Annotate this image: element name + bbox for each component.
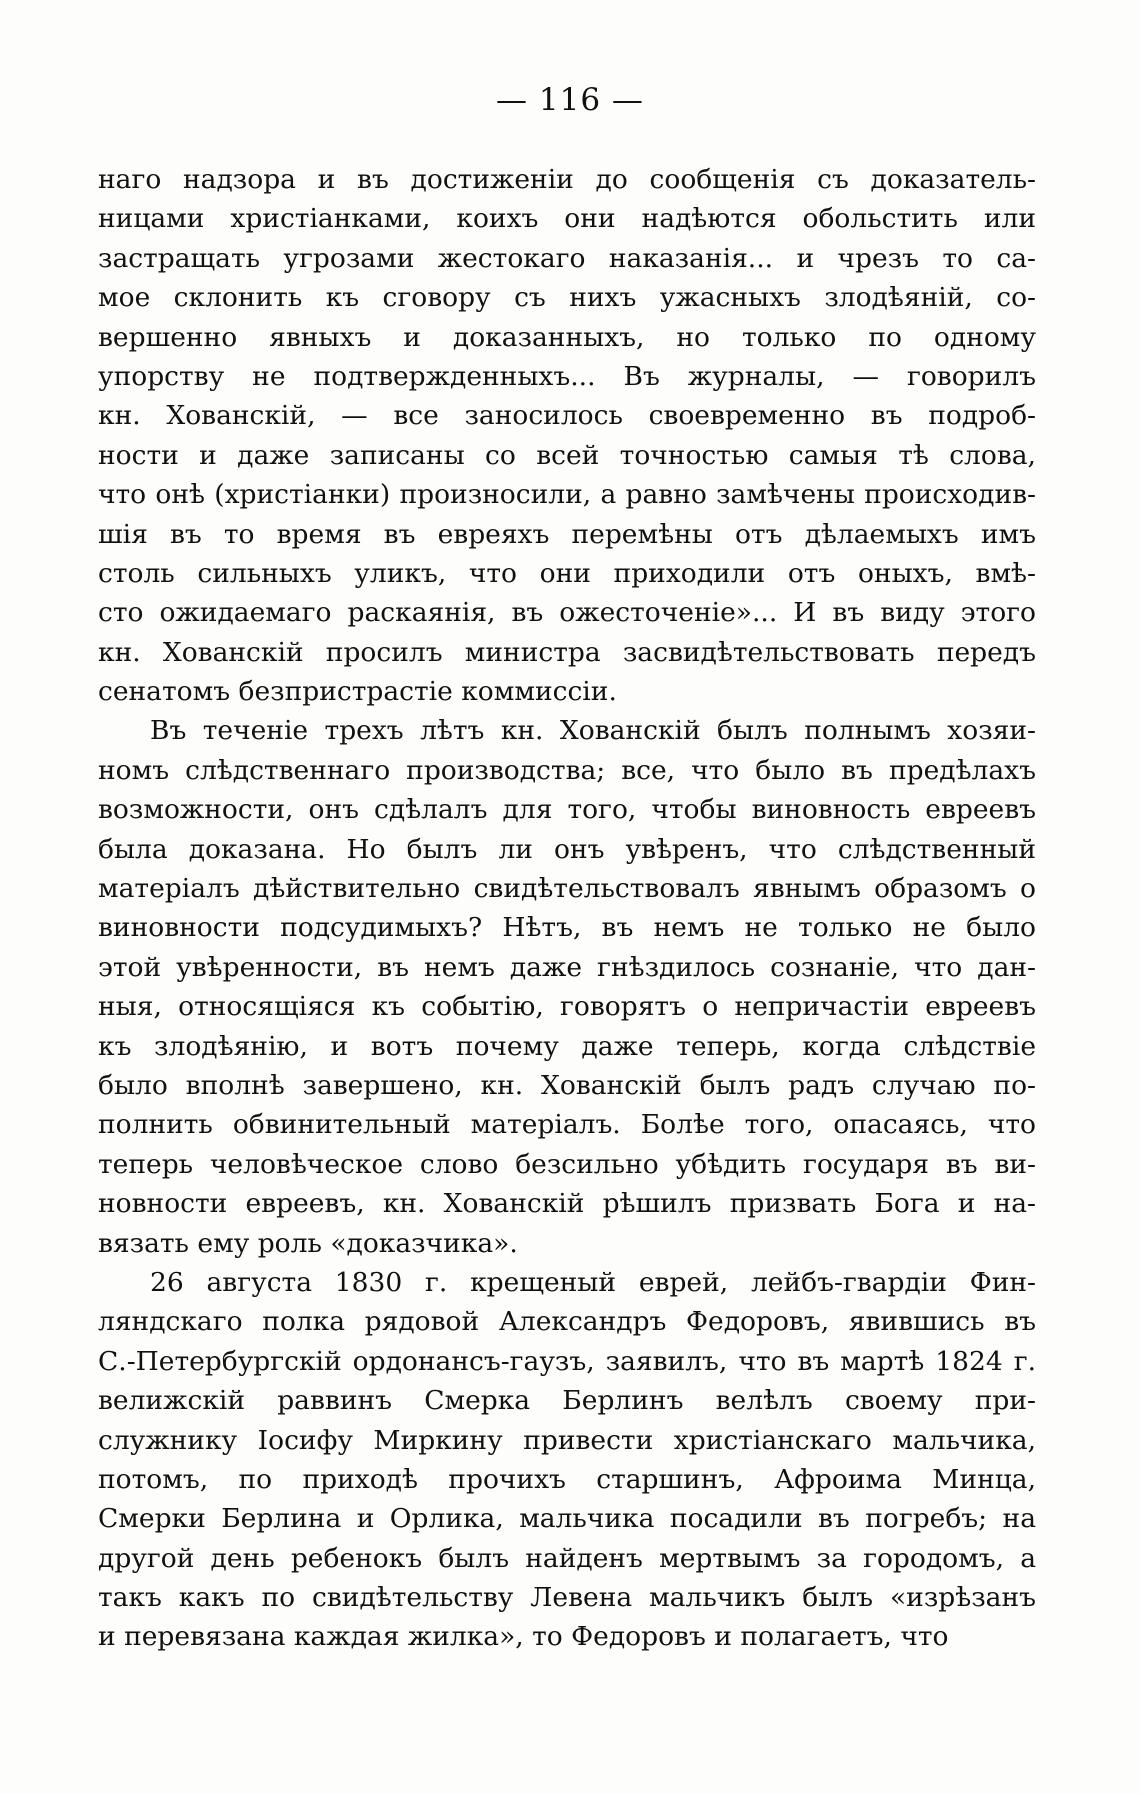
text-line: Смерки Берлина и Орлика, мальчика посадили въ погребъ; на	[98, 1503, 1036, 1535]
text-line: новности евреевъ, кн. Хованскій рѣшилъ призвать Бога и на-	[98, 1188, 1036, 1220]
text-line: теперь человѣческое слово безсильно убѣдить государя въ ви-	[98, 1148, 1036, 1180]
text-line: такъ какъ по свидѣтельству Левена мальчикъ былъ «изрѣзанъ	[98, 1582, 1036, 1614]
text-line: сто ожидаемаго раскаянія, въ ожесточеніе»... И въ виду этого	[98, 597, 1036, 629]
text-line: ляндскаго полка рядовой Александръ Федоровъ, явившись въ	[98, 1306, 1036, 1338]
text-line: было вполнѣ завершено, кн. Хованскій былъ радъ случаю по-	[98, 1069, 1036, 1101]
page-number: — 116 —	[496, 82, 644, 118]
text-line: полнить обвинительный матеріалъ. Болѣе того, опасаясь, что	[98, 1109, 1036, 1141]
text-line: шія въ то время въ евреяхъ перемѣны отъ дѣлаемыхъ имъ	[98, 518, 1036, 550]
text-line: служнику Іосифу Миркину привести христіанскаго мальчика,	[98, 1424, 1036, 1456]
text-line: ницами христіанками, коихъ они надѣются обольстить или	[98, 203, 1036, 235]
text-line: Въ теченіе трехъ лѣтъ кн. Хованскій былъ полнымъ хозяи-	[150, 715, 1036, 747]
text-line: застращать угрозами жестокаго наказанія... и чрезъ то са-	[98, 242, 1036, 274]
text-line: другой день ребенокъ былъ найденъ мертвымъ за городомъ, а	[98, 1542, 1036, 1574]
text-line: кн. Хованскій просилъ министра засвидѣтельствовать передъ	[98, 636, 1036, 668]
text-line: что онѣ (христіанки) произносили, а равно замѣчены происходив-	[98, 479, 1036, 511]
text-line: велижскій раввинъ Смерка Берлинъ велѣлъ своему при-	[98, 1385, 1036, 1417]
text-line: сенатомъ безпристрастіе коммиссіи.	[98, 676, 617, 708]
paragraph	[98, 711, 1036, 1262]
text-line: вершенно явныхъ и доказанныхъ, но только по одному	[98, 321, 1036, 353]
text-line: упорству не подтвержденныхъ... Въ журналы, — говорилъ	[98, 360, 1036, 392]
text-line: ныя, относящіяся къ событію, говорятъ о непричастіи евреевъ	[98, 991, 1036, 1023]
text-line: къ злодѣянію, и вотъ почему даже теперь, когда слѣдствіе	[98, 1030, 1036, 1062]
text-line: С.-Петербургскій ордонансъ-гаузъ, заявилъ, что въ мартѣ 1824 г.	[98, 1345, 1036, 1377]
text-line: была доказана. Но былъ ли онъ увѣренъ, что слѣдственный	[98, 833, 1036, 865]
text-line: виновности подсудимыхъ? Нѣтъ, въ немъ не только не было	[98, 912, 1036, 944]
text-line: матеріалъ дѣйствительно свидѣтельствовалъ явнымъ образомъ о	[98, 873, 1036, 905]
text-line: и перевязана каждая жилка», то Федоровъ и полагаетъ, что	[98, 1621, 949, 1653]
text-line: вязать ему роль «доказчика».	[98, 1227, 518, 1259]
paragraph	[98, 160, 1036, 711]
text-line: столь сильныхъ уликъ, что они приходили отъ оныхъ, вмѣ-	[98, 557, 1036, 589]
text-line: этой увѣренности, въ немъ даже гнѣздилось сознаніе, что дан-	[98, 951, 1036, 983]
text-line: наго надзора и въ достиженіи до сообщенія съ доказатель-	[98, 164, 1036, 195]
text-line: мое склонить къ сговору съ нихъ ужасныхъ злодѣяній, со-	[98, 282, 1036, 314]
body-text	[98, 160, 1036, 1657]
text-line: возможности, онъ сдѣлалъ для того, чтобы виновность евреевъ	[98, 794, 1036, 826]
text-line: ности и даже записаны со всей точностью самыя тѣ слова,	[98, 439, 1036, 471]
text-line: номъ слѣдственнаго производства; все, что было въ предѣлахъ	[98, 754, 1036, 786]
text-line: кн. Хованскій, — все заносилось своевременно въ подроб-	[98, 400, 1036, 432]
text-line: потомъ, по приходѣ прочихъ старшинъ, Афроима Минца,	[98, 1463, 1036, 1495]
paragraph	[98, 1263, 1036, 1657]
text-line: 26 августа 1830 г. крещеный еврей, лейбъ-гвардіи Фин-	[150, 1266, 1036, 1298]
